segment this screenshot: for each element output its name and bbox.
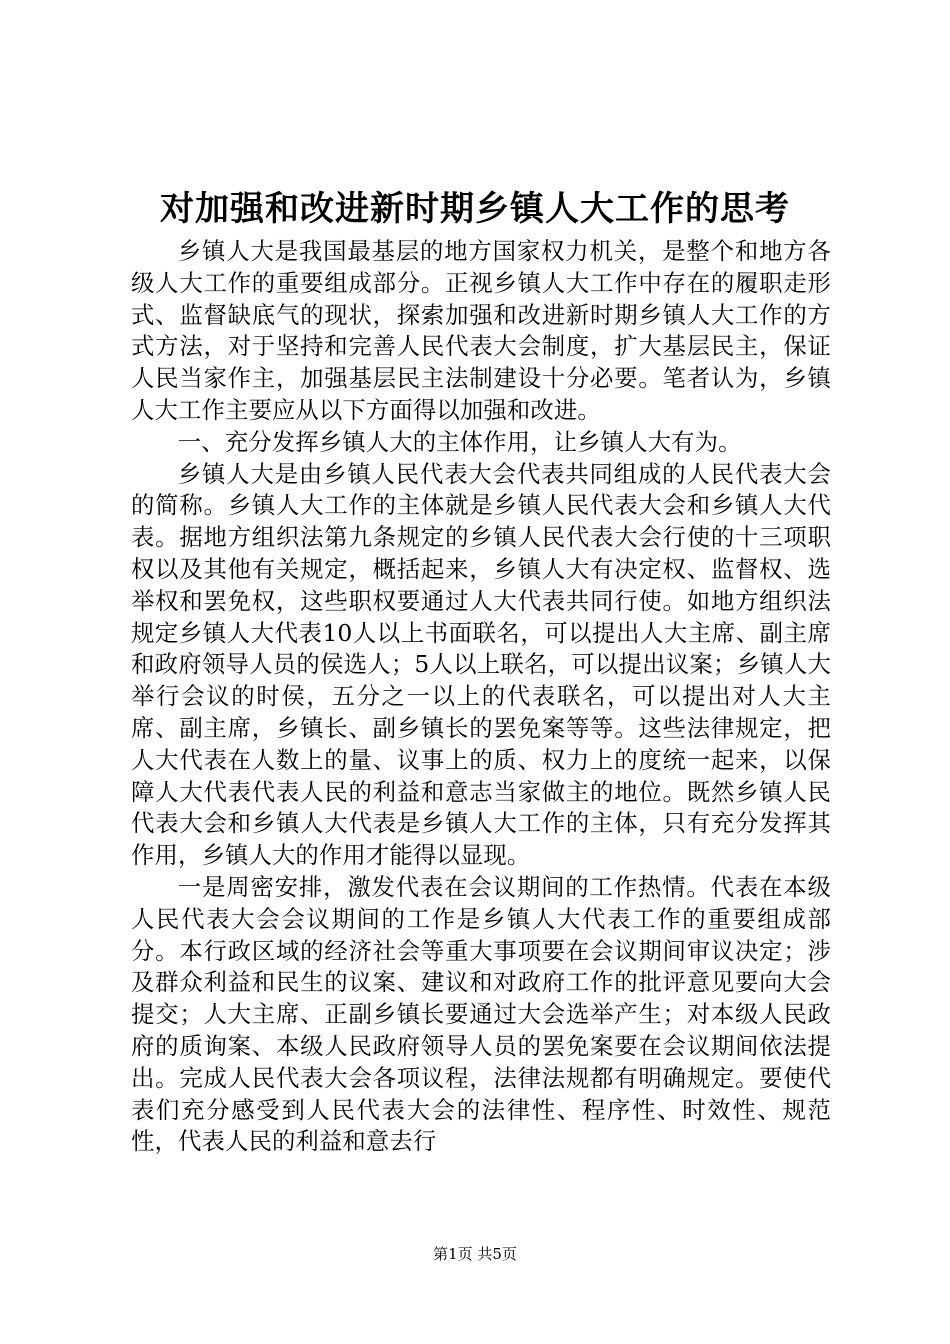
paragraph-intro: 乡镇人大是我国最基层的地方国家权力机关，是整个和地方各级人大工作的重要组成部分。正视乡镇人大工作中存在的履职走形式、监督缺底气的现状，探索加强和改进新时期乡镇人大工作的方式方法，对于坚持和完善人民代表大会制度，扩大基层民主，保证人民当家作主，加强基层民主法制建设十分必要。笔者认为，乡镇人大工作主要应从以下方面得以加强和改进。 bbox=[131, 237, 831, 424]
document-body bbox=[131, 236, 831, 1158]
paragraph-point-1: 一是周密安排，激发代表在会议期间的工作热情。代表在本级人民代表大会会议期间的工作是乡镇人大代表工作的重要组成部分。本行政区域的经济社会等重大事项要在会议期间审议决定；涉及群众利益和民生的议案、建议和对政府工作的批评意见要向大会提交；人大主席、正副乡镇长要通过大会选举产生；对本级人民政府的质询案、本级人民政府领导人员的罢免案要在会议期间依法提出。完成人民代表大会各项议程，法律法规都有明确规定。要使代表们充分感受到人民代表大会的法律性、程序性、时效性、规范性，代表人民的利益和意去行 bbox=[131, 872, 831, 1156]
page-footer: 第1页 共5页 bbox=[433, 1245, 517, 1263]
paragraph-section-1: 乡镇人大是由乡镇人民代表大会代表共同组成的人民代表大会的简称。乡镇人大工作的主体就是乡镇人民代表大会和乡镇人大代表。据地方组织法第九条规定的乡镇人民代表大会行使的十三项职权以及其他有关规定，概括起来，乡镇人大有决定权、监督权、选举权和罢免权，这些职权要通过人大代表共同行使。如地方组织法规定乡镇人大代表10人以上书面联名，可以提出人大主席、副主席和政府领导人员的侯选人；5人以上联名，可以提出议案；乡镇人大举行会议的时侯，五分之一以上的代表联名，可以提出对人大主席、副主席，乡镇长、副乡镇长的罢免案等等。这些法律规定，把人大代表在人数上的量、议事上的质、权力上的度统一起来，以保障人大代表代表人民的利益和意志当家做主的地位。既然乡镇人民代表大会和乡镇人大代表是乡镇人大工作的主体，只有充分发挥其作用，乡镇人大的作用才能得以显现。 bbox=[131, 459, 831, 870]
document-title: 对加强和改进新时期乡镇人大工作的思考 bbox=[160, 189, 790, 229]
section-heading-1: 一、充分发挥乡镇人大的主体作用，让乡镇人大有为。 bbox=[177, 427, 742, 456]
